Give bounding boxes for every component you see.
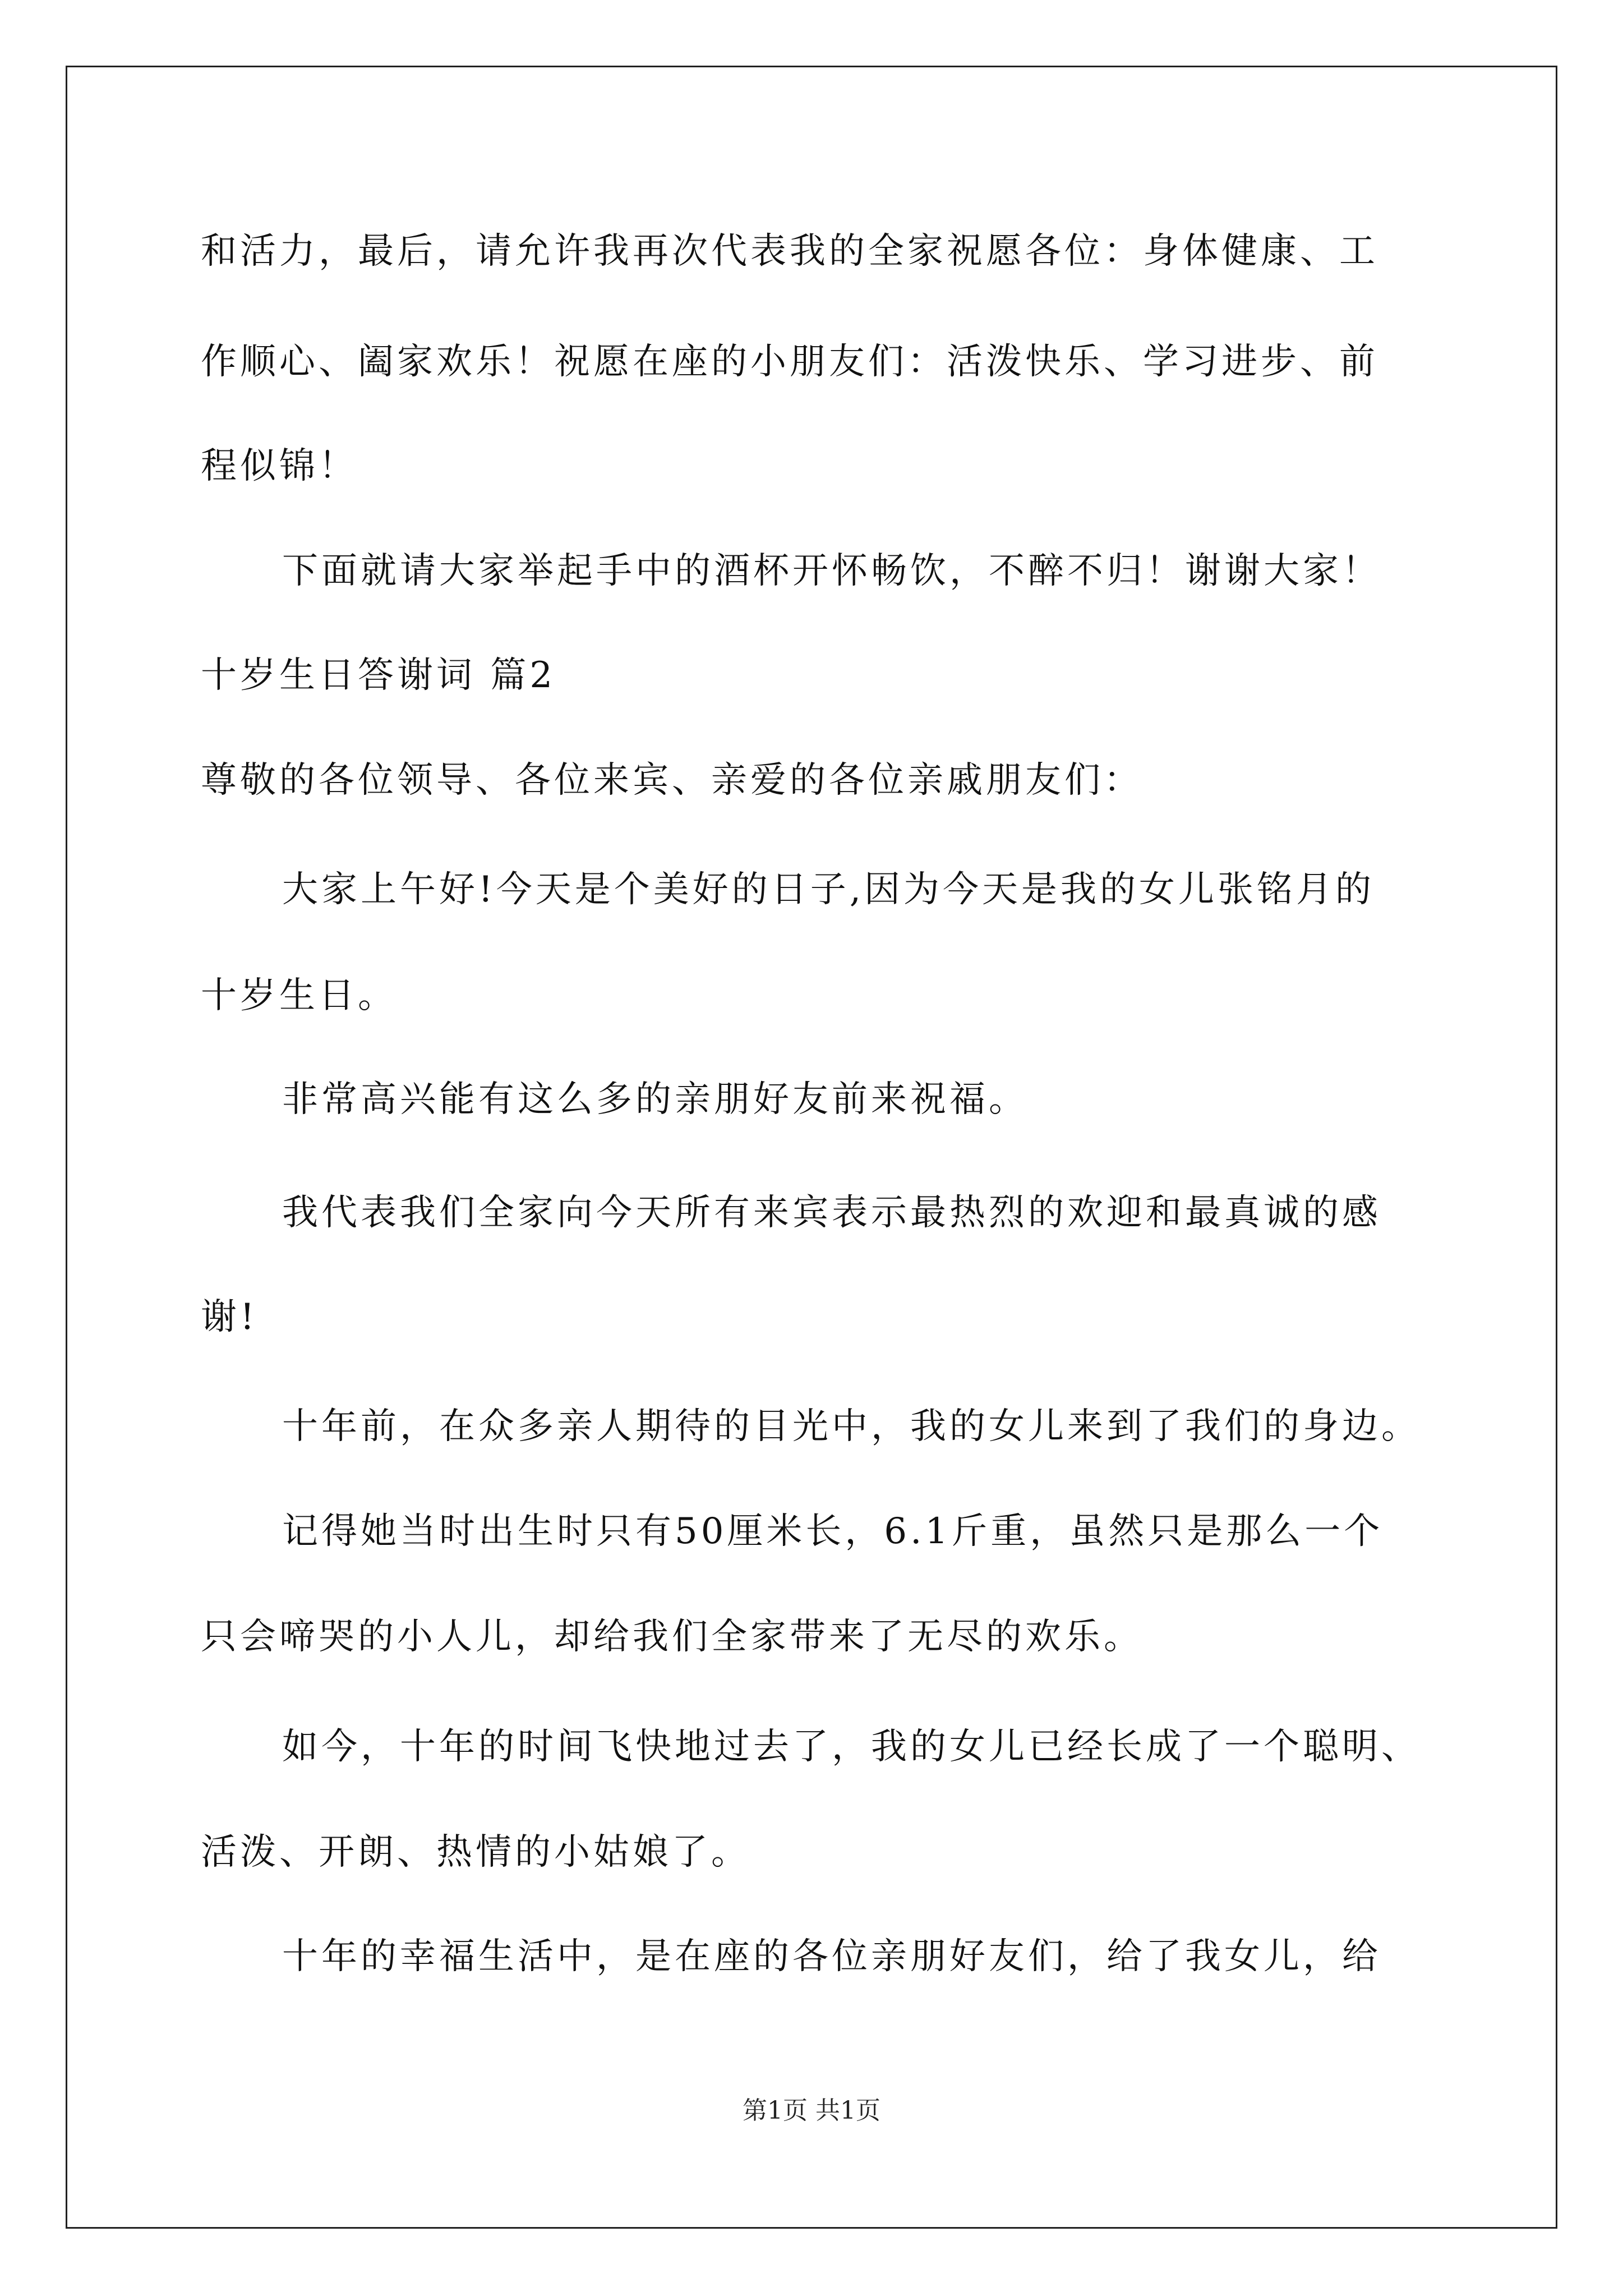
paragraph-line: 如今，十年的时间飞快地过去了，我的女儿已经长成了一个聪明、 <box>282 1726 1421 1768</box>
section-heading: 十岁生日答谢词 篇2 <box>201 655 556 696</box>
paragraph-line: 十年的幸福生活中，是在座的各位亲朋好友们，给了我女儿，给 <box>282 1936 1381 1977</box>
text-line: 作顺心、阖家欢乐！祝愿在座的小朋友们：活泼快乐、学习进步、前 <box>201 341 1378 383</box>
paragraph-line: 我代表我们全家向今天所有来宾表示最热烈的欢迎和最真诚的感 <box>282 1192 1381 1234</box>
text-line: 只会啼哭的小人儿，却给我们全家带来了无尽的欢乐。 <box>201 1616 1143 1658</box>
page-number-footer: 第1页 共1页 <box>743 2096 880 2125</box>
page-border <box>66 66 1557 2229</box>
paragraph-line: 十年前，在众多亲人期待的目光中，我的女儿来到了我们的身边。 <box>282 1406 1421 1447</box>
text-line: 活泼、开朗、热情的小姑娘了。 <box>201 1832 750 1873</box>
paragraph-line: 非常高兴能有这么多的亲朋好友前来祝福。 <box>282 1079 1028 1120</box>
paragraph-line: 大家上午好!今天是个美好的日子,因为今天是我的女儿张铭月的 <box>282 869 1375 910</box>
paragraph-line: 下面就请大家举起手中的酒杯开怀畅饮，不醉不归！谢谢大家！ <box>282 550 1381 592</box>
salutation: 尊敬的各位领导、各位来宾、亲爱的各位亲戚朋友们： <box>201 760 1143 801</box>
text-line: 谢! <box>201 1296 258 1338</box>
text-line: 十岁生日。 <box>201 975 397 1016</box>
paragraph-line: 记得她当时出生时只有50厘米长，6.1斤重，虽然只是那么一个 <box>282 1511 1384 1552</box>
text-line: 程似锦！ <box>201 445 358 487</box>
text-line: 和活力，最后，请允许我再次代表我的全家祝愿各位：身体健康、工 <box>201 231 1378 272</box>
